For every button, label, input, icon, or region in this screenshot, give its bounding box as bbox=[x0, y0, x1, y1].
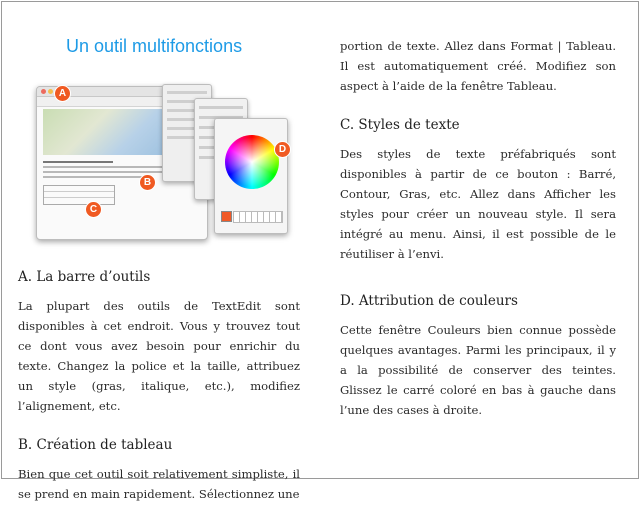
section-d-heading: D. Attribution de couleurs bbox=[340, 293, 518, 309]
page-title: Un outil multifonctions bbox=[66, 36, 243, 56]
left-column bbox=[18, 266, 300, 522]
color-swatch bbox=[221, 211, 232, 222]
section-a bbox=[18, 266, 300, 416]
section-b-heading: B. Création de tableau bbox=[18, 437, 173, 453]
section-c-heading: C. Styles de texte bbox=[340, 117, 460, 133]
right-column bbox=[340, 36, 616, 438]
minimize-dot-icon bbox=[48, 89, 53, 94]
colors-window bbox=[214, 118, 288, 234]
section-d-body: Cette fenêtre Couleurs bien connue possède quelques avantages. Parmi les principaux, il y a la possibilité de conserver des teintes. Glissez le carré coloré en bas à gauche dans l’une des cases à droite. bbox=[340, 323, 616, 417]
section-b-body-part2: portion de texte. Allez dans Format | Tableau. Il est automatiquement créé. Modifiez son aspect à l’aide de la fenêtre Tableau. bbox=[340, 39, 616, 93]
map-image bbox=[43, 109, 165, 155]
section-c-body: Des styles de texte préfabriqués sont disponibles à partir de ce bouton : Barré, Contour, Gras, etc. Allez dans Afficher les styles pour créer un nouveau style. Il sera intégré au menu. Ainsi, il est possible de le réutiliser à l’envi. bbox=[340, 147, 616, 261]
close-dot-icon bbox=[41, 89, 46, 94]
section-b bbox=[18, 434, 300, 504]
textedit-illustration bbox=[24, 74, 300, 246]
color-cells bbox=[233, 211, 283, 223]
badge-a: A bbox=[54, 85, 71, 102]
section-b-body-part1: Bien que cet outil soit relativement simpliste, il se prend en main rapidement. Sélectionnez une bbox=[18, 467, 300, 501]
badge-c: C bbox=[85, 201, 102, 218]
color-wheel bbox=[225, 135, 279, 189]
section-a-body: La plupart des outils de TextEdit sont disponibles à cet endroit. Vous y trouvez tout ce dont vous avez besoin pour enrichir du texte. Changez la police et la taille, attribuez un style (gras, italique, etc.), modifiez l’alignement, etc. bbox=[18, 299, 300, 413]
badge-b: B bbox=[139, 174, 156, 191]
section-d bbox=[340, 290, 616, 420]
section-c bbox=[340, 114, 616, 264]
badge-d: D bbox=[274, 141, 291, 158]
document-table bbox=[43, 185, 115, 205]
section-a-heading: A. La barre d’outils bbox=[18, 269, 151, 285]
